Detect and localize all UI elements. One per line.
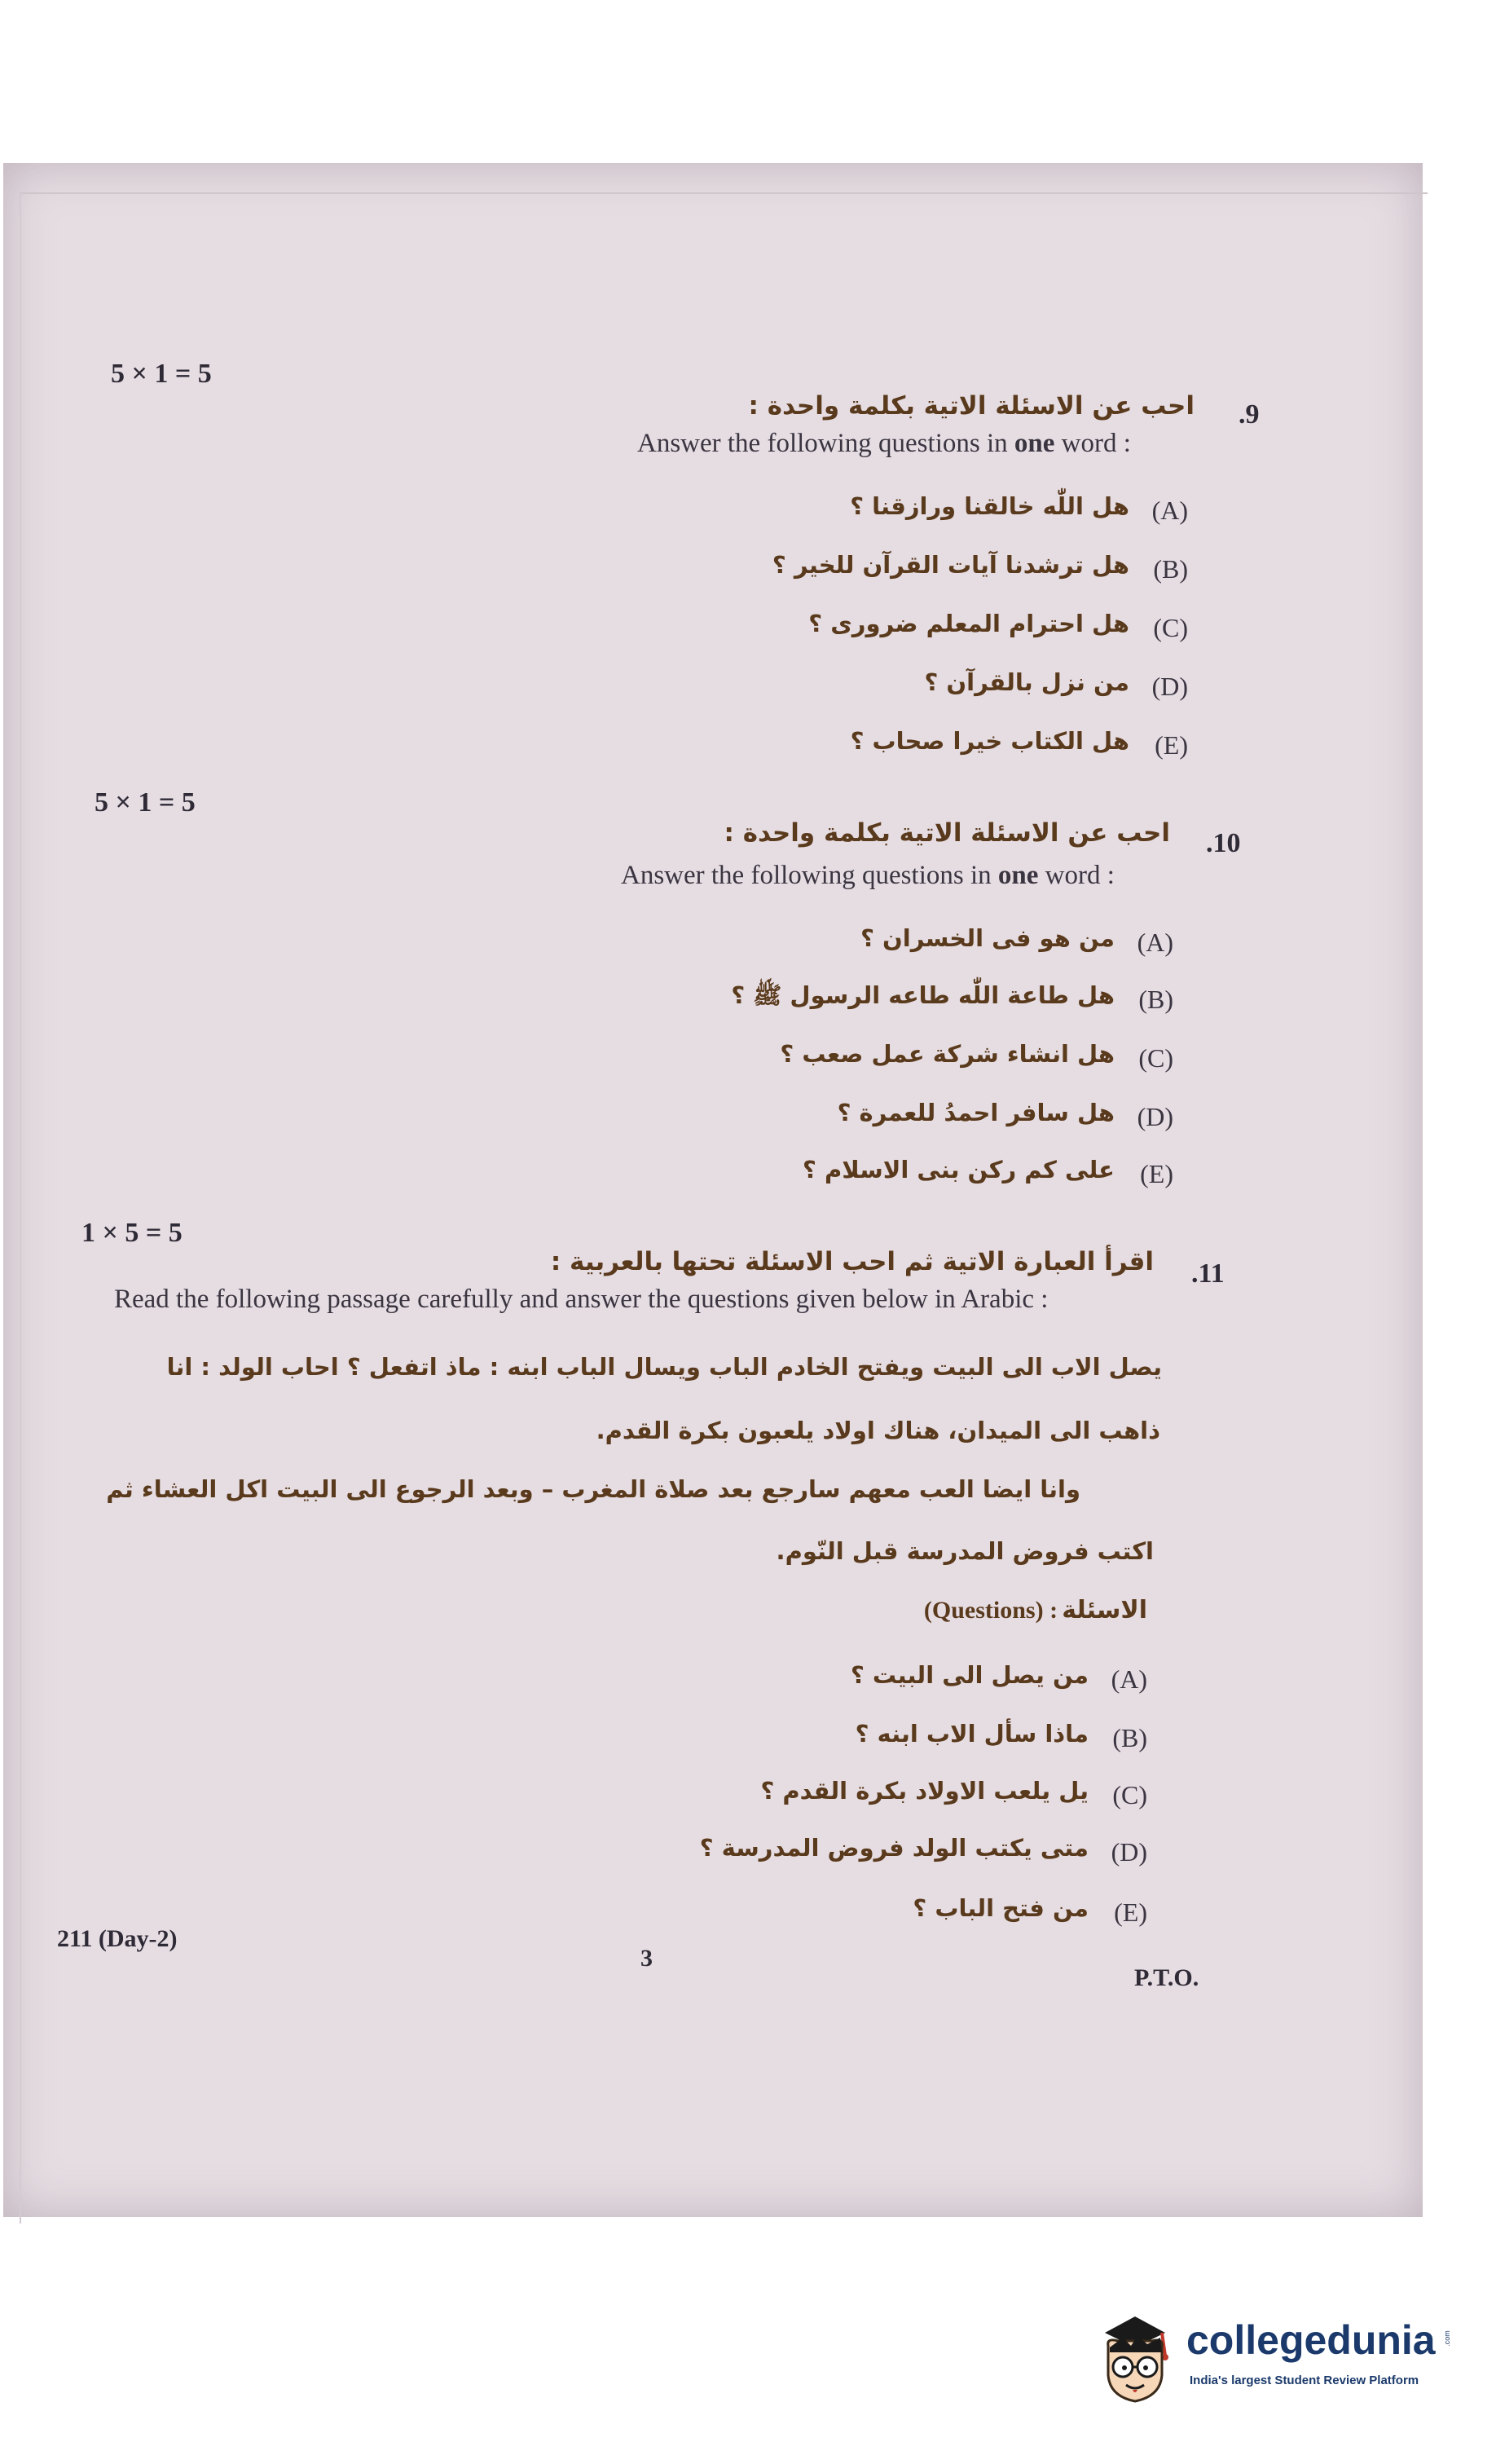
q10-instruction-arabic: احب عن الاسئلة الاتية بكلمة واحدة : xyxy=(724,818,1170,848)
questions-heading: الاسئلة (Questions) : xyxy=(923,1596,1147,1624)
q9-instruction-english: Answer the following questions in one word : xyxy=(637,429,1131,458)
brand-name: collegedunia xyxy=(1186,2317,1436,2363)
q11-option-e: (E) من فتح الباب ؟ xyxy=(913,1894,1147,1927)
passage-line-1: يصل الاب الى البيت ويفتح الخادم الباب ويسال الباب ابنه : ماذ اتفعل ؟ احاب الولد : انا xyxy=(166,1353,1162,1381)
q10-marks: 5 × 1 = 5 xyxy=(95,787,196,818)
q9-option-a: (A) هل اللّٰه خالقنا ورازقنا ؟ xyxy=(850,492,1188,525)
q9-marks: 5 × 1 = 5 xyxy=(111,359,212,389)
q10-option-b: (B) هل طاعة اللّٰه طاعه الرسول ﷺ ؟ xyxy=(731,981,1173,1014)
q9-option-b: (B) هل ترشدنا آيات القرآن للخير ؟ xyxy=(772,551,1188,584)
q10-option-e: (E) على كم ركن بنى الاسلام ؟ xyxy=(803,1156,1173,1188)
q11-option-b: (B) ماذا سأل الاب ابنه ؟ xyxy=(855,1720,1147,1752)
collegedunia-logo[interactable] xyxy=(1090,2305,1449,2411)
pto-label: P.T.O. xyxy=(1134,1964,1199,1991)
brand-domain: .com xyxy=(1442,2330,1451,2347)
q10-option-a: (A) من هو فى الخسران ؟ xyxy=(860,924,1173,957)
q11-option-a: (A) من يصل الى البيت ؟ xyxy=(851,1661,1147,1694)
page-number: 3 xyxy=(640,1945,653,1972)
q11-number: .11 xyxy=(1191,1258,1225,1289)
q9-option-c: (C) هل احترام المعلم ضرورى ؟ xyxy=(808,610,1188,642)
q9-option-e: (E) هل الكتاب خيرا صحاب ؟ xyxy=(850,727,1188,760)
q11-instruction-arabic: اقرأ العبارة الاتية ثم احب الاسئلة تحتها بالعربية : xyxy=(550,1247,1154,1276)
passage-line-2: ذاهب الى الميدان، هناك اولاد يلعبون بكرة القدم. xyxy=(596,1417,1160,1444)
passage-line-4: اكتب فروض المدرسة قبل النّوم. xyxy=(776,1537,1154,1565)
q10-number: .10 xyxy=(1206,828,1241,858)
q9-number: .9 xyxy=(1239,399,1260,430)
brand-tagline: India's largest Student Review Platform xyxy=(1190,2374,1419,2387)
q11-marks: 1 × 5 = 5 xyxy=(81,1218,183,1248)
q10-option-d: (D) هل سافر احمدُ للعمرة ؟ xyxy=(837,1099,1173,1131)
student-mascot-icon xyxy=(1090,2305,1180,2411)
q9-instruction-arabic: احب عن الاسئلة الاتية بكلمة واحدة : xyxy=(748,391,1195,421)
q11-option-c: (C) يل يلعب الاولاد بكرة القدم ؟ xyxy=(760,1777,1147,1809)
q9-option-d: (D) من نزل بالقرآن ؟ xyxy=(924,668,1188,701)
passage-line-3: وانا ايضا العب معهم سارجع بعد صلاة المغرب – وبعد الرجوع الى البيت اكل العشاء ثم xyxy=(106,1475,1080,1503)
paper-code: 211 (Day-2) xyxy=(57,1925,178,1952)
q10-option-c: (C) هل انشاء شركة عمل صعب ؟ xyxy=(780,1040,1173,1073)
q11-option-d: (D) متى يكتب الولد فروض المدرسة ؟ xyxy=(699,1834,1147,1867)
q11-instruction-english: Read the following passage carefully and answer the questions given below in Arabic : xyxy=(114,1285,1049,1314)
q10-instruction-english: Answer the following questions in one word : xyxy=(621,861,1115,890)
